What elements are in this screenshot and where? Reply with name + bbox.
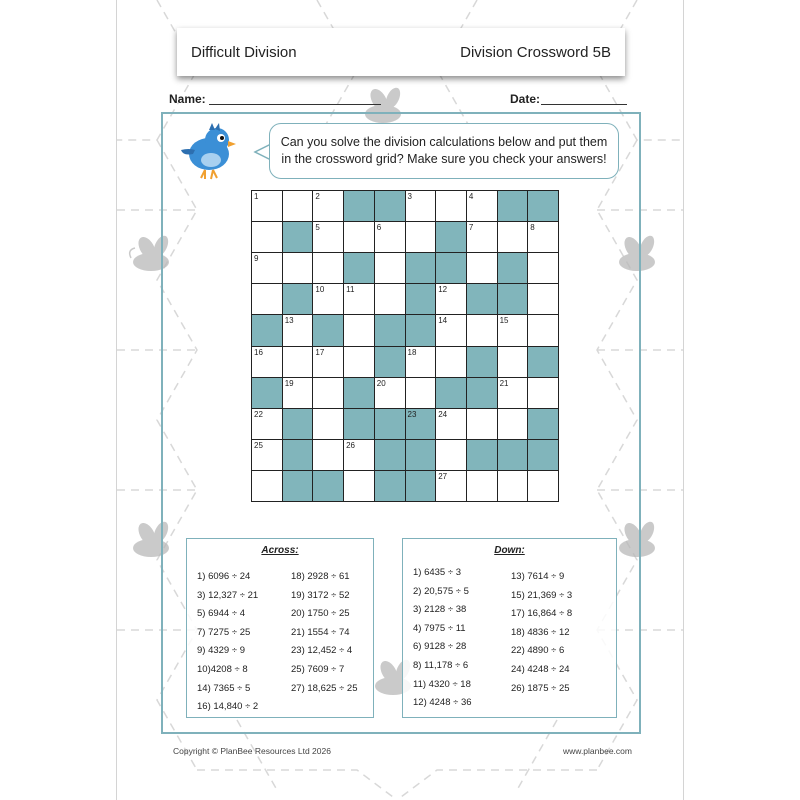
clue-item: 15) 21,369 ÷ 3 <box>511 589 573 601</box>
worksheet-title: Difficult Division <box>191 43 297 61</box>
clue-item: 3) 12,327 ÷ 21 <box>197 589 259 601</box>
clue-number: 6 <box>376 223 382 233</box>
grid-cell[interactable] <box>313 284 343 314</box>
down-clues-column-2 <box>511 571 572 701</box>
grid-cell-shaded <box>344 253 374 283</box>
grid-cell[interactable] <box>283 347 313 377</box>
clue-item: 17) 16,864 ÷ 8 <box>511 608 573 620</box>
grid-cell[interactable] <box>375 253 405 283</box>
clue-number: 13 <box>284 316 294 326</box>
grid-cell[interactable] <box>252 409 282 439</box>
grid-cell-shaded <box>283 440 313 470</box>
clue-number: 4 <box>468 192 474 201</box>
grid-cell[interactable] <box>313 253 343 283</box>
grid-cell[interactable] <box>467 471 497 501</box>
grid-cell[interactable] <box>313 191 343 221</box>
clue-item: 13) 7614 ÷ 9 <box>511 571 565 582</box>
grid-cell[interactable] <box>283 191 313 221</box>
grid-cell-shaded <box>528 191 558 221</box>
header-box <box>177 28 625 76</box>
grid-cell-shaded <box>406 315 436 345</box>
clue-item: 8) 11,178 ÷ 6 <box>413 659 469 671</box>
grid-cell-shaded <box>406 409 436 439</box>
clue-number: 11 <box>346 285 355 295</box>
grid-cell-shaded <box>375 409 405 439</box>
grid-cell[interactable] <box>406 347 436 377</box>
clue-number: 25 <box>254 440 263 450</box>
grid-cell-shaded <box>498 440 528 470</box>
grid-cell[interactable] <box>344 284 374 314</box>
grid-cell-shaded <box>375 347 405 377</box>
clue-item: 24) 4248 ÷ 24 <box>511 663 570 675</box>
grid-cell[interactable] <box>467 191 497 221</box>
instruction-speech-bubble <box>269 123 619 179</box>
grid-cell[interactable] <box>528 378 558 408</box>
clue-number: 3 <box>407 192 412 201</box>
clue-number: 9 <box>254 254 259 264</box>
grid-cell-shaded <box>344 191 374 221</box>
grid-cell[interactable] <box>528 284 558 314</box>
grid-cell[interactable] <box>498 222 528 252</box>
clue-number: 22 <box>254 409 263 419</box>
clue-item: 4) 7975 ÷ 11 <box>413 622 466 634</box>
clue-item: 16) 14,840 ÷ 2 <box>197 701 259 713</box>
name-label: Name: <box>169 92 206 106</box>
grid-cell-shaded <box>467 347 497 377</box>
date-label: Date: <box>510 92 541 106</box>
grid-cell[interactable] <box>467 253 497 283</box>
clue-item: 6) 9128 ÷ 28 <box>413 641 467 653</box>
grid-cell-shaded <box>436 253 466 283</box>
grid-cell-shaded <box>375 471 405 501</box>
down-clues-box <box>402 538 617 718</box>
clue-number: 2 <box>315 192 320 201</box>
grid-cell[interactable] <box>498 471 528 501</box>
across-clues-box <box>186 538 374 718</box>
clue-number: 17 <box>315 347 325 357</box>
grid-cell[interactable] <box>344 222 374 252</box>
grid-cell[interactable] <box>283 378 313 408</box>
grid-cell-shaded <box>375 440 405 470</box>
grid-cell[interactable] <box>252 471 282 501</box>
grid-cell[interactable] <box>498 315 528 345</box>
clue-item: 7) 7275 ÷ 25 <box>197 626 251 638</box>
grid-cell[interactable] <box>375 284 405 314</box>
grid-cell[interactable] <box>252 253 282 283</box>
grid-cell[interactable] <box>406 222 436 252</box>
clue-item: 18) 2928 ÷ 61 <box>291 571 350 582</box>
clue-item: 10)4208 ÷ 8 <box>197 663 248 675</box>
grid-cell[interactable] <box>252 440 282 470</box>
grid-cell-shaded <box>375 191 405 221</box>
clue-item: 12) 4248 ÷ 36 <box>413 697 472 709</box>
grid-cell[interactable] <box>436 315 466 345</box>
grid-cell[interactable] <box>467 409 497 439</box>
grid-cell[interactable] <box>498 378 528 408</box>
across-clues-column-2 <box>291 571 358 701</box>
crossword-grid <box>251 190 559 502</box>
clue-number: 24 <box>438 409 448 419</box>
grid-cell-shaded <box>313 315 343 345</box>
grid-cell[interactable] <box>375 222 405 252</box>
instruction-text: Can you solve the division calculations below and put them in the crossword grid? Make sure you check your answers! <box>280 135 608 166</box>
grid-cell-shaded <box>436 378 466 408</box>
clue-item: 1) 6435 ÷ 3 <box>413 567 461 578</box>
grid-cell-shaded <box>467 440 497 470</box>
grid-cell[interactable] <box>313 378 343 408</box>
grid-cell[interactable] <box>344 315 374 345</box>
clue-item: 19) 3172 ÷ 52 <box>291 589 350 601</box>
grid-cell[interactable] <box>313 347 343 377</box>
grid-cell-shaded <box>467 284 497 314</box>
clue-number: 20 <box>376 378 386 388</box>
grid-cell[interactable] <box>467 222 497 252</box>
grid-cell[interactable] <box>252 191 282 221</box>
clue-number: 18 <box>407 347 417 357</box>
clue-item: 3) 2128 ÷ 38 <box>413 604 467 616</box>
grid-cell[interactable] <box>467 315 497 345</box>
grid-cell-shaded <box>344 409 374 439</box>
across-clues-title: Across: <box>261 545 299 556</box>
grid-cell[interactable] <box>528 253 558 283</box>
clue-item: 18) 4836 ÷ 12 <box>511 626 570 638</box>
clue-item: 27) 18,625 ÷ 25 <box>291 682 358 694</box>
grid-cell[interactable] <box>436 471 466 501</box>
clue-item: 25) 7609 ÷ 7 <box>291 663 345 675</box>
grid-cell[interactable] <box>528 471 558 501</box>
grid-cell-shaded <box>375 315 405 345</box>
grid-cell-shaded <box>252 378 282 408</box>
clue-number: 15 <box>499 316 509 326</box>
bird-mascot-icon <box>179 120 243 184</box>
clue-item: 11) 4320 ÷ 18 <box>413 678 471 690</box>
clue-number: 10 <box>315 285 325 295</box>
clue-item: 21) 1554 ÷ 74 <box>291 626 350 638</box>
grid-cell[interactable] <box>375 378 405 408</box>
grid-cell-shaded <box>313 471 343 501</box>
grid-cell-shaded <box>498 284 528 314</box>
clue-item: 20) 1750 ÷ 25 <box>291 608 350 620</box>
grid-cell-shaded <box>406 253 436 283</box>
grid-cell-shaded <box>528 347 558 377</box>
grid-cell[interactable] <box>313 222 343 252</box>
grid-cell[interactable] <box>436 409 466 439</box>
grid-cell[interactable] <box>406 378 436 408</box>
clue-item: 2) 20,575 ÷ 5 <box>413 585 469 597</box>
grid-cell-shaded <box>283 222 313 252</box>
grid-cell[interactable] <box>498 347 528 377</box>
grid-cell[interactable] <box>283 253 313 283</box>
grid-cell[interactable] <box>313 409 343 439</box>
grid-cell-shaded <box>406 471 436 501</box>
grid-cell[interactable] <box>313 440 343 470</box>
grid-cell-shaded <box>467 378 497 408</box>
grid-cell[interactable] <box>252 284 282 314</box>
grid-cell[interactable] <box>252 347 282 377</box>
clue-number: 27 <box>438 471 448 481</box>
clue-item: 22) 4890 ÷ 6 <box>511 645 565 657</box>
clue-number: 5 <box>315 223 320 233</box>
date-line <box>541 104 627 105</box>
grid-cell[interactable] <box>406 191 436 221</box>
worksheet-subtitle: Division Crossword 5B <box>460 43 611 61</box>
grid-cell-shaded <box>344 378 374 408</box>
website-link[interactable]: www.planbee.com <box>563 746 632 756</box>
grid-cell[interactable] <box>436 284 466 314</box>
worksheet-page <box>116 0 684 800</box>
grid-cell-shaded <box>283 409 313 439</box>
clue-item: 26) 1875 ÷ 25 <box>511 682 570 694</box>
grid-cell-shaded <box>283 471 313 501</box>
clue-item: 1) 6096 ÷ 24 <box>197 571 251 582</box>
grid-cell-shaded <box>436 222 466 252</box>
clue-item: 9) 4329 ÷ 9 <box>197 645 245 657</box>
down-clues-title: Down: <box>494 545 525 556</box>
grid-cell[interactable] <box>283 315 313 345</box>
grid-cell[interactable] <box>528 315 558 345</box>
grid-cell[interactable] <box>436 347 466 377</box>
clue-number: 21 <box>499 378 509 388</box>
clue-item: 23) 12,452 ÷ 4 <box>291 645 353 657</box>
clue-number: 19 <box>284 378 294 388</box>
grid-cell[interactable] <box>498 409 528 439</box>
clue-item: 14) 7365 ÷ 5 <box>197 682 251 694</box>
grid-cell-shaded <box>498 253 528 283</box>
grid-cell[interactable] <box>528 222 558 252</box>
clue-number: 1 <box>254 192 259 201</box>
clue-item: 5) 6944 ÷ 4 <box>197 608 245 620</box>
clue-number: 23 <box>407 409 417 419</box>
grid-cell-shaded <box>498 191 528 221</box>
grid-cell-shaded <box>406 440 436 470</box>
grid-cell-shaded <box>528 409 558 439</box>
down-clues-column-1 <box>413 567 472 716</box>
grid-cell[interactable] <box>344 347 374 377</box>
grid-cell-shaded <box>528 440 558 470</box>
grid-cell-shaded <box>283 284 313 314</box>
clue-number: 7 <box>468 223 474 233</box>
name-line <box>209 104 381 105</box>
clue-number: 26 <box>346 440 355 450</box>
grid-cell[interactable] <box>344 440 374 470</box>
copyright-text: Copyright © PlanBee Resources Ltd 2026 <box>173 746 331 756</box>
grid-cell[interactable] <box>344 471 374 501</box>
clue-number: 16 <box>254 347 263 357</box>
grid-cell-shaded <box>406 284 436 314</box>
grid-cell-shaded <box>252 315 282 345</box>
grid-cell[interactable] <box>252 222 282 252</box>
clue-number: 8 <box>530 223 535 233</box>
grid-cell[interactable] <box>436 191 466 221</box>
grid-cell[interactable] <box>436 440 466 470</box>
clue-number: 14 <box>438 316 448 326</box>
clue-number: 12 <box>438 285 448 295</box>
across-clues-column-1 <box>197 571 258 720</box>
